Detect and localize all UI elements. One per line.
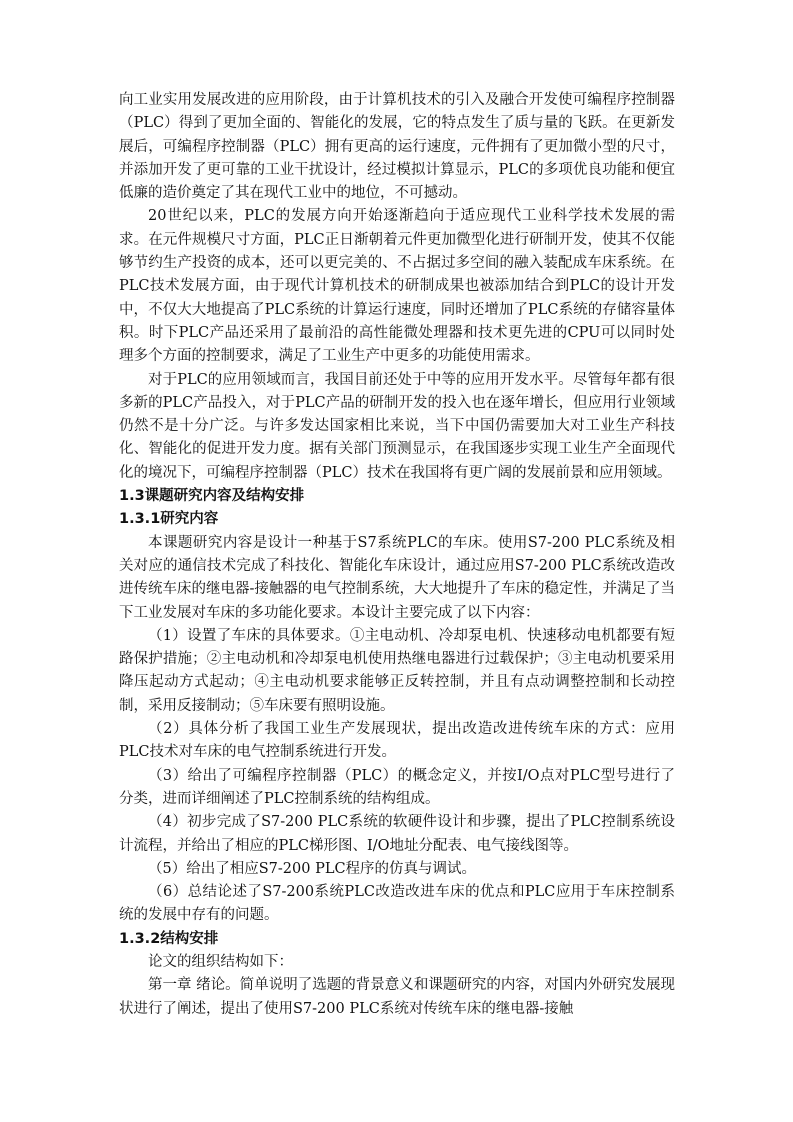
research-item-2: （2）具体分析了我国工业生产发展现状，提出改造改进传统车床的方式：应用PLC技术对车床的电气控制系统进行开发。: [119, 721, 675, 761]
section-heading-1-3: 1.3课题研究内容及结构安排: [119, 488, 305, 505]
paragraph-application-field: 对于PLC的应用领域而言，我国目前还处于中等的应用开发水平。尽管每年都有很多新的PLC产品投入，对于PLC产品的研制开发的投入也在逐年增长，但应用行业领域仍然不是十分广泛。与许多发达国家相比来说，当下中国仍需要加大对工业生产科技化、智能化的促进开发力度。据有关部门预测显示，在我国逐步实现工业生产全面现代化的境况下，可编程序控制器（PLC）技术在我国将有更广阔的发展前景和应用领域。: [119, 371, 675, 481]
structure-intro: 论文的组织结构如下：: [148, 953, 293, 970]
research-item-5: （5）给出了相应S7-200 PLC程序的仿真与调试。: [148, 860, 477, 877]
paragraph-plc-development: 向工业实用发展改进的应用阶段，由于计算机技术的引入及融合开发使可编程序控制器（PLC）得到了更加全面的、智能化的发展，它的特点发生了质与量的飞跃。在更新发展后，可编程序控制器（PLC）拥有更高的运行速度，元件拥有了更加微小型的尺寸，并添加开发了更可靠的工业干扰设计，经过模拟计算显示，PLC的多项优良功能和便宜低廉的造价奠定了其在现代工业中的地位，不可撼动。: [119, 92, 675, 202]
subsection-heading-1-3-2: 1.3.2结构安排: [119, 930, 219, 947]
research-content-intro: 本课题研究内容是设计一种基于S7系统PLC的车床。使用S7-200 PLC系统及相关对应的通信技术完成了科技化、智能化车床设计，通过应用S7-200 PLC系统改造改进传统车床的继电器-接触器的电气控制系统，大大地提升了车床的稳定性，并满足了当下工业发展对车床的多功能化要求。本设计主要完成了以下内容：: [119, 534, 675, 621]
research-item-4: （4）初步完成了S7-200 PLC系统的软硬件设计和步骤，提出了PLC控制系统设计流程，并给出了相应的PLC梯形图、I/O地址分配表、电气接线图等。: [119, 814, 675, 854]
paragraph-20th-century: 20世纪以来，PLC的发展方向开始逐渐趋向于适应现代工业科学技术发展的需求。在元件规模尺寸方面，PLC正日渐朝着元件更加微型化进行研制开发，使其不仅能够节约生产投资的成本，还可以更完美的、不占据过多空间的融入装配成车床系统。在PLC技术发展方面，由于现代计算机技术的研制成果也被添加结合到PLC的设计开发中，不仅大大地提高了PLC系统的计算运行速度，同时还增加了PLC系统的存储容量体积。时下PLC产品还采用了最前沿的高性能微处理器和技术更先进的CPU可以同时处理多个方面的控制要求，满足了工业生产中更多的功能使用需求。: [119, 208, 675, 365]
research-item-6: （6）总结论述了S7-200系统PLC改造改进车床的优点和PLC应用于车床控制系统的发展中存有的问题。: [119, 884, 675, 924]
chapter-1-summary: 第一章 绪论。简单说明了选题的背景意义和课题研究的内容，对国内外研究发展现状进行了阐述，提出了使用S7-200 PLC系统对传统车床的继电器-接触: [119, 977, 675, 1017]
document-body: [119, 89, 675, 1021]
research-item-1: （1）设置了车床的具体要求。①主电动机、冷却泵电机、快速移动电机都要有短路保护措施；②主电动机和冷却泵电机使用热继电器进行过载保护；③主电动机要采用降压起动方式起动；④主电动机要求能够正反转控制，并且有点动调整控制和长动控制，采用反接制动；⑤车床要有照明设施。: [119, 627, 675, 714]
research-item-3: （3）给出了可编程序控制器（PLC）的概念定义，并按I/O点对PLC型号进行了分类，进而详细阐述了PLC控制系统的结构组成。: [119, 767, 675, 807]
subsection-heading-1-3-1: 1.3.1研究内容: [119, 511, 219, 528]
